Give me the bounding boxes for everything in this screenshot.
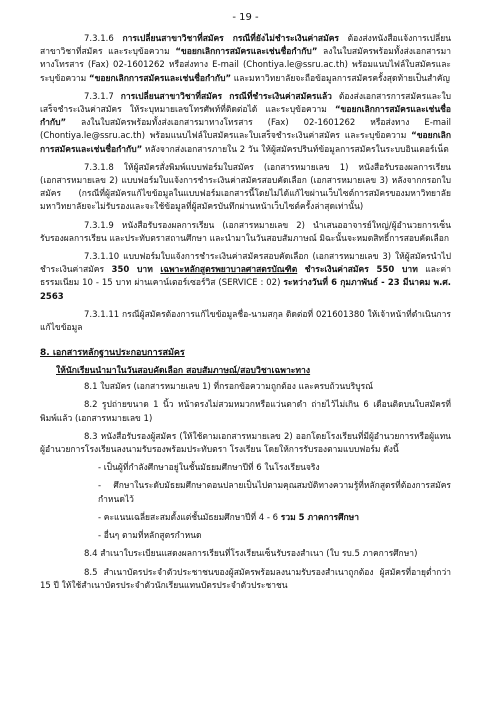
item-83-bullet-4: - อื่นๆ ตามที่หลักสูตรกำหนด: [98, 531, 202, 542]
item-73111: [40, 309, 451, 335]
item-7318-number: 7.3.1.8: [84, 162, 114, 173]
item-73111-text: กรณีผู้สมัครต้องการแก้ไขข้อมูลชื่อ-นามสกุล ติดต่อที่ 021601380 ให้เจ้าหน้าที่ดำเนินการแก้ไขข้อมูล: [40, 309, 452, 334]
item-83: 8.3 หนังสือรับรองผู้สมัคร (ให้ใช้ตามเอกสารหมายเลข 2) ออกโดยโรงเรียนที่มีผู้อำนวยการหรือผู้แทนผู้อำนวยการโรงเรียนลงนามรับรองพร้อมประทับตรา โรงเรียน โดยให้การรับรองตามแบบฟอร์ม ดังนี้: [40, 431, 451, 456]
item-81: 8.1 ใบสมัคร (เอกสารหมายเลข 1) ที่กรอกข้อความถูกต้อง และครบถ้วนบริบูรณ์: [84, 382, 374, 393]
item-73110-date: ระหว่างวันที่ 6 กุมภาพันธ์ - 23 มีนาคม พ.ศ. 2563: [40, 278, 452, 302]
item-73111-number: 7.3.1.11: [84, 309, 120, 320]
item-7317-quote: “ขอยกเลิกการสมัครและเช่นชื่อกำกับ”: [40, 105, 451, 129]
item-7316-quote: “ขอยกเลิกการสมัครและเช่นชื่อกำกับ”: [175, 47, 318, 58]
item-73110-fee1: 350 บาท: [111, 265, 153, 276]
item-7317-title: การเปลี่ยนสาขาวิชาที่สมัคร กรณีที่ชำระเงินค่าสมัครแล้ว: [120, 91, 332, 102]
item-7316-title: การเปลี่ยนสาขาวิชาที่สมัคร กรณีที่ยังไม่ชำระเงินค่าสมัคร: [122, 34, 339, 44]
item-7317-body3: หลังจากส่งเอกสารภายใน 2 วัน ให้ผู้สมัครปรินท์ข้อมูลการสมัครในระบบอินเตอร์เน็ต: [142, 144, 449, 155]
item-85: 8.5 สำเนาบัตรประจำตัวประชาชนของผู้สมัครพร้อมลงนามรับรองสำเนาถูกต้อง ผู้สมัครที่อายุต่ำกว่า 15 ปี ให้ใช้สำเนาบัตรประจำตัวนักเรียนแทนบัตรประจำตัวประชาชน: [40, 567, 451, 591]
item-73110-program: เฉพาะหลักสูตรพยาบาลศาสตรบัณฑิต: [160, 265, 298, 276]
item-82: 8.2 รูปถ่ายขนาด 1 นิ้ว หน้าตรงไม่สวมหมวกหรือแว่นตาดำ ถ่ายไว้ไม่เกิน 6 เดือนติดบนใบสมัครที่พิมพ์แล้ว (เอกสารหมายเลข 1): [40, 400, 451, 424]
item-84: 8.4 สำเนาใบระเบียนแสดงผลการเรียนที่โรงเรียนเซ็นรับรองสำเนา (ใบ รบ.5 ภาคการศึกษา): [84, 549, 418, 560]
item-7316: [40, 33, 451, 86]
item-73110-fee2: ชำระเงินค่าสมัคร 550 บาท: [304, 265, 418, 276]
item-83-bullet-1: - เป็นผู้ที่กำลังศึกษาอยู่ในชั้นมัธยมศึกษาปีที่ 6 ในโรงเรียนจริง: [98, 463, 320, 474]
item-73110-number: 7.3.1.10: [84, 252, 120, 263]
item-7316-quote2: “ขอยกเลิกการสมัครและเช่นชื่อกำกับ”: [88, 73, 232, 84]
item-7317-quote2: “ขอยกเลิกการสมัครและเช่นชื่อกำกับ”: [40, 131, 451, 155]
item-7319-text: หนังสือรับรองผลการเรียน (เอกสารหมายเลข 2) นำเสนออาจารย์ใหญ่/ผู้อำนวยการเซ็นรับรองผลการเรียน และประทับตราสถานศึกษา และนำมาในวันสอบสัมภาษณ์ มิฉะนั้นจะหมดสิทธิ์การสอบคัดเลือก: [40, 220, 452, 244]
item-7317-body2: ลงในใบสมัครพร้อมทั้งส่งเอกสารมาทางโทรสาร (Fax) 02-1601262 หรือส่งทาง E-mail (Chontiya.le@ssru.ac.th) พร้อมแนบไฟล์ใบสมัครและใบเสร็จชำระเงินค่าสมัคร และระบุข้อความ: [40, 118, 451, 142]
item-7316-number: 7.3.1.6: [84, 34, 114, 44]
item-73110-text3: [297, 265, 305, 275]
item-73110-text1: แบบฟอร์มใบแจ้งการชำระเงินค่าสมัครสอบคัดเลือก (เอกสารหมายเลข 3) ให้ผู้สมัครนำไปชำระเงินค่าสมัคร: [40, 252, 452, 276]
item-7317-body1: ต้องส่งเอกสารการสมัครและใบเสร็จชำระเงินค่าสมัคร ให้ระบุหมายเลขโทรศัพท์ที่ติดต่อได้ และระบุข้อความ: [40, 91, 452, 116]
item-7316-body3: และมหาวิทยาลัยจะถือข้อมูลการสมัครครั้งสุดท้ายเป็นสำคัญ: [231, 73, 450, 84]
item-7316-body1: ต้องส่งหนังสือแจ้งการเปลี่ยนสาขาวิชาที่สมัคร และระบุข้อความ: [40, 34, 452, 58]
section-8-title: 8. เอกสารหลักฐานประกอบการสมัคร: [40, 348, 185, 359]
item-7317: [40, 91, 451, 157]
item-83-bullet-3: [40, 512, 451, 525]
item-83-bullet-2: - ศึกษาในระดับมัธยมศึกษาตอนปลายเป็นไปตามคุณสมบัติทางความรู้ที่หลักสูตรที่ต้องการสมัครกำหนดไว้: [98, 481, 451, 505]
page-number: - 19 -: [232, 12, 259, 23]
item-7318: [40, 162, 451, 215]
item-7319: [40, 220, 451, 246]
item-73110: [40, 251, 451, 304]
item-83-bullet-3-text: - คะแนนเฉลี่ยสะสมตั้งแต่ชั้นมัธยมศึกษาปีที่ 4 - 6: [98, 512, 281, 523]
item-7317-number: 7.3.1.7: [84, 91, 114, 102]
item-7316-body2: ลงในใบสมัครพร้อมทั้งส่งเอกสารมาทางโทรสาร (Fax) 02-1601262 หรือส่งทาง E-mail (Chontiya.le@ssru.ac.th) พร้อมแนบไฟล์ใบสมัครและระบุข้อความ: [40, 47, 451, 84]
section-8-subtitle: ให้นักเรียนนำมาในวันสอบคัดเลือก สอบสัมภาษณ์/สอบวิชาเฉพาะทาง: [56, 366, 311, 377]
item-73110-text4: และค่าธรรมเนียม 10 - 15 บาท ผ่านเคาน์เตอร์เซอร์วิส (SERVICE : 02): [40, 265, 452, 289]
item-83-bullet-3-emphasis: รวม 5 ภาคการศึกษา: [280, 512, 360, 523]
item-7318-text: ให้ผู้สมัครสั่งพิมพ์แบบฟอร์มใบสมัคร (เอกสารหมายเลข 1) หนังสือรับรองผลการเรียน (เอกสารหมายเลข 2) แบบฟอร์มใบแจ้งการชำระเงินค่าสมัครสอบคัดเลือก (เอกสารหมายเลข 3) หลังจากกรอกใบสมัคร (กรณีที่ผู้สมัครแก้ไขข้อมูลในแบบฟอร์มเอกสารนี้โดยไม่ได้แก้ไขผ่านเว็บไซต์การสมัครของมหาวิทยาลัย มหาวิทยาลัยจะไม่รับรองและจะใช้ข้อมูลที่ผู้สมัครบันทึกผ่านหน้าเว็บไซต์ครั้งล่าสุดเท่านั้น): [40, 162, 451, 213]
item-7319-number: 7.3.1.9: [84, 220, 114, 231]
